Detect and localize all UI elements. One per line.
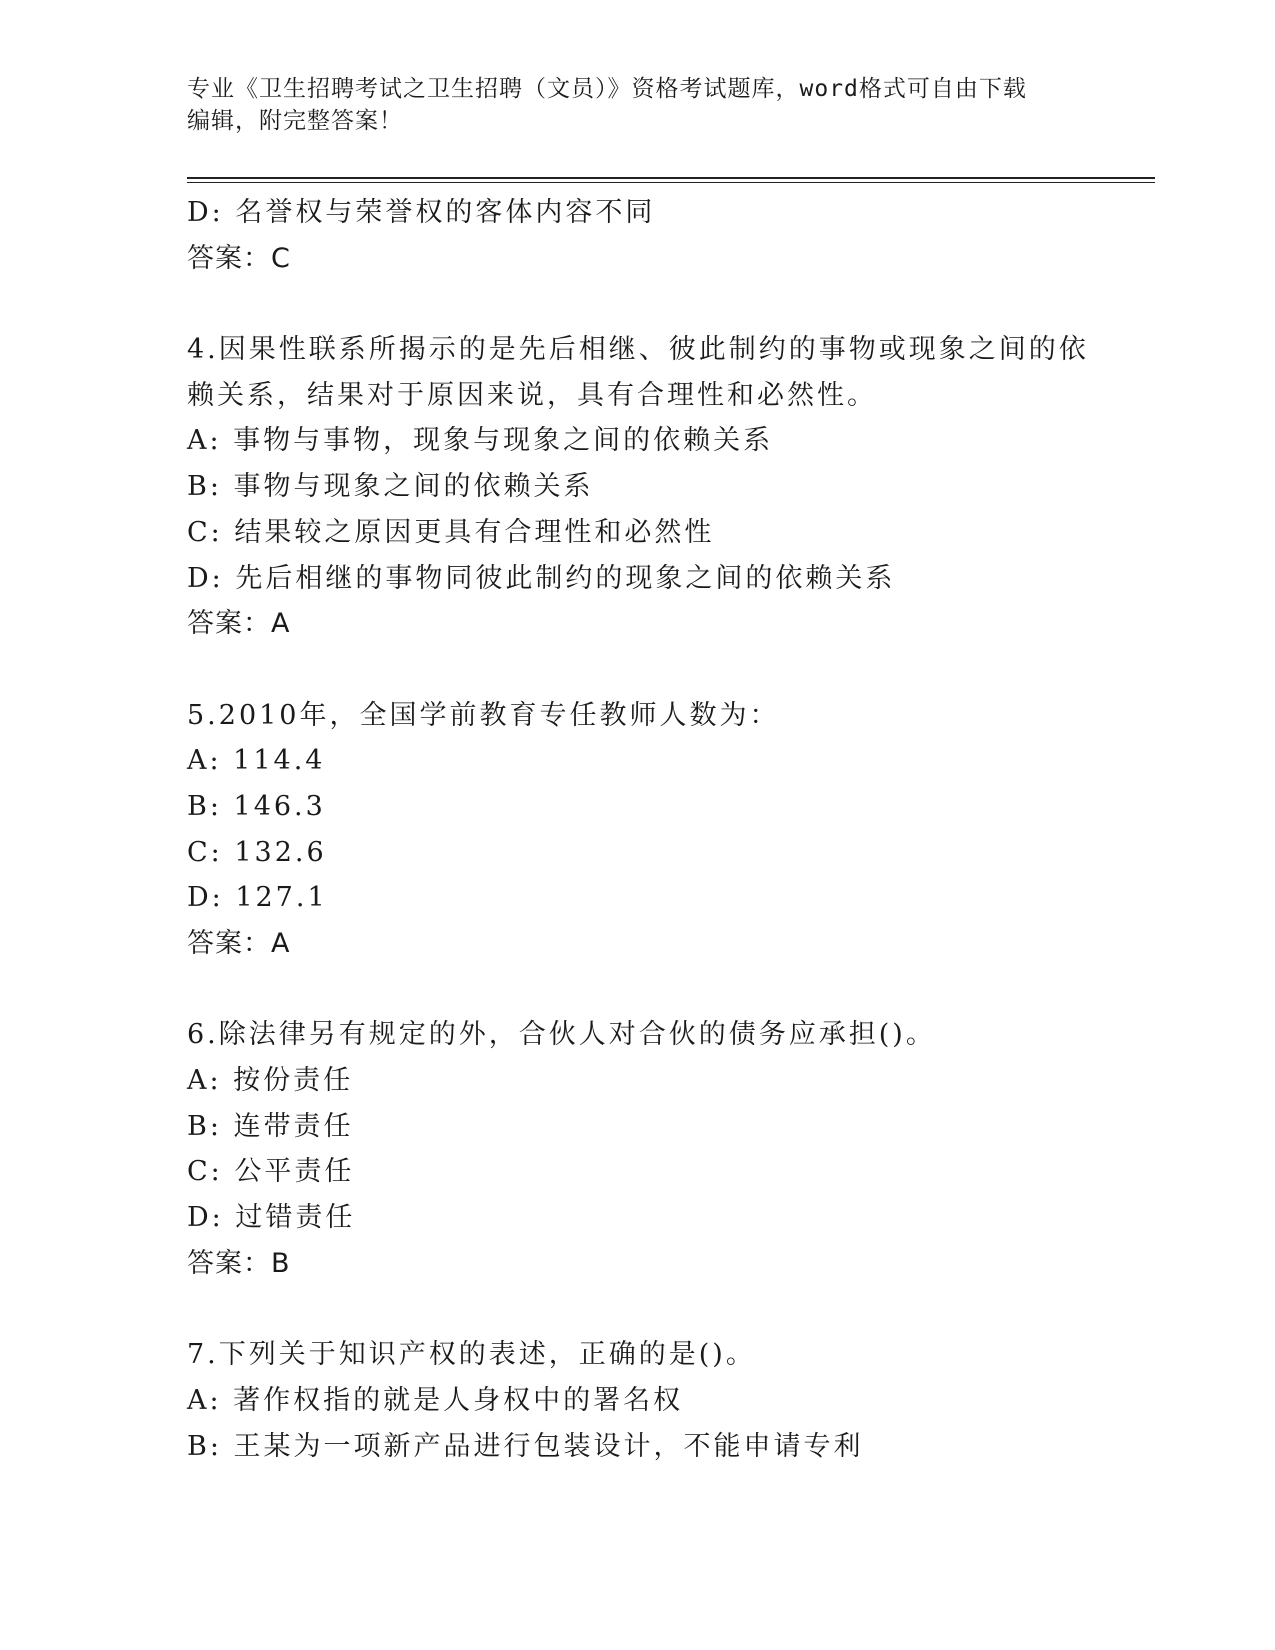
- document-header: [187, 73, 1087, 137]
- option-d: D: 名誉权与荣誉权的客体内容不同: [187, 197, 656, 228]
- option-b: B: 连带责任: [187, 1110, 354, 1142]
- option-c: C: 公平责任: [187, 1156, 355, 1188]
- header-divider-thin: [187, 182, 1155, 183]
- question-stem: 6.除法律另有规定的外，合伙人对合伙的债务应承担()。: [187, 1019, 936, 1051]
- answer: 答案：C: [187, 242, 291, 274]
- question-stem: 5.2010年，全国学前教育专任教师人数为：: [187, 699, 780, 731]
- answer: 答案：A: [187, 608, 291, 640]
- spacer: [187, 647, 1155, 693]
- option-a: A: 按份责任: [187, 1065, 354, 1097]
- spacer: [187, 967, 1155, 1013]
- option-a: A: 事物与事物，现象与现象之间的依赖关系: [187, 425, 774, 457]
- answer: 答案：B: [187, 1247, 291, 1279]
- question-5: [187, 693, 1155, 967]
- option-b: B: 146.3: [187, 790, 326, 822]
- question-4: [187, 327, 1155, 647]
- header-divider-thick: [187, 177, 1155, 179]
- answer: 答案：A: [187, 928, 291, 959]
- spacer: [187, 281, 1155, 327]
- question-7: [187, 1332, 1155, 1469]
- option-b: B: 事物与现象之间的依赖关系: [187, 471, 594, 503]
- question-3: [187, 190, 1155, 281]
- question-list: [187, 190, 1155, 1469]
- option-c: C: 132.6: [187, 836, 327, 868]
- option-c: C: 结果较之原因更具有合理性和必然性: [187, 516, 715, 548]
- question-6: [187, 1012, 1155, 1286]
- spacer: [187, 1287, 1155, 1333]
- question-stem: 4.因果性联系所揭示的是先后相继、彼此制约的事物或现象之间的依: [187, 334, 1089, 366]
- question-stem-continued: 赖关系，结果对于原因来说，具有合理性和必然性。: [187, 379, 877, 411]
- question-stem: 7.下列关于知识产权的表述，正确的是()。: [187, 1339, 756, 1371]
- option-d: D: 127.1: [187, 882, 328, 914]
- option-a: A: 著作权指的就是人身权中的署名权: [187, 1384, 684, 1416]
- header-line-1: 专业《卫生招聘考试之卫生招聘（文员）》资格考试题库，word格式可自由下载: [187, 76, 1027, 102]
- option-b: B: 王某为一项新产品进行包装设计，不能申请专利: [187, 1430, 864, 1462]
- option-d: D: 过错责任: [187, 1202, 356, 1234]
- header-line-2: 编辑，附完整答案！: [187, 108, 403, 134]
- option-d: D: 先后相继的事物同彼此制约的现象之间的依赖关系: [187, 562, 896, 594]
- option-a: A: 114.4: [187, 745, 326, 777]
